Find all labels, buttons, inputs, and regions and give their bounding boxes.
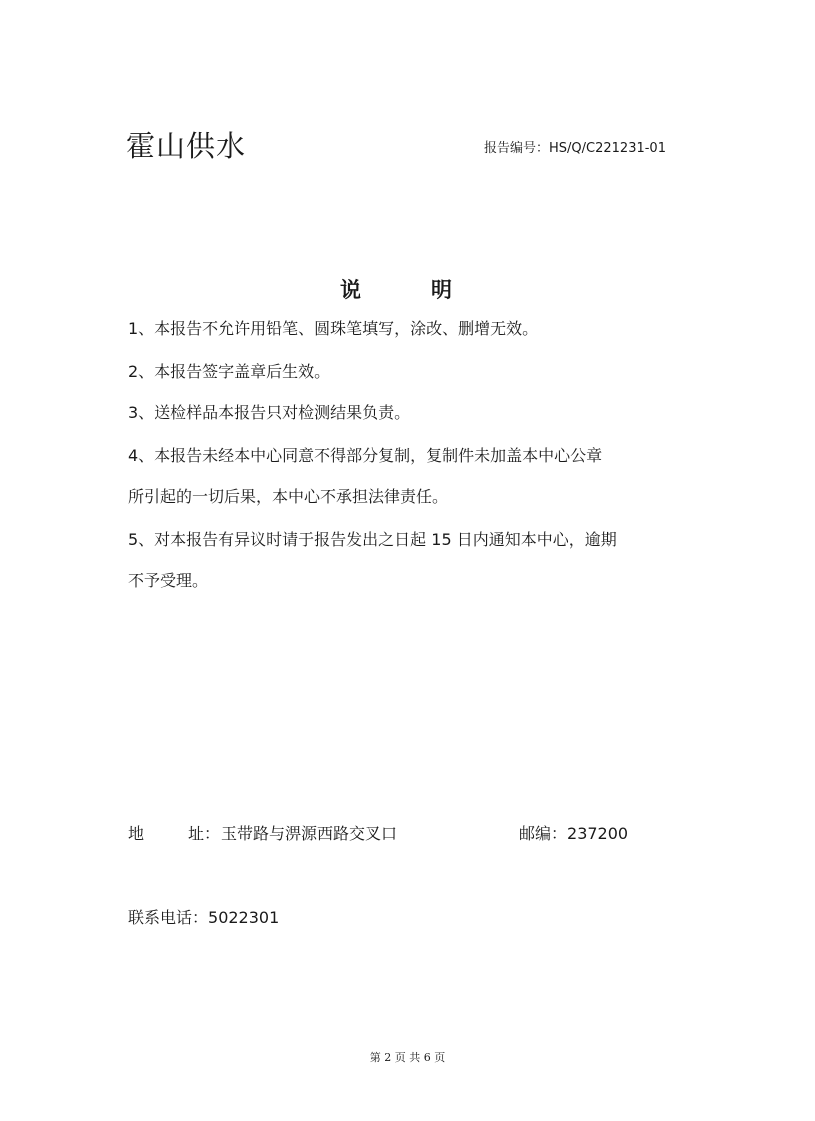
address-label	[128, 821, 220, 844]
section-title-char-2: 明	[431, 278, 452, 302]
address-value: 玉带路与淠源西路交叉口	[221, 824, 398, 843]
note-item-4-continued: 所引起的一切后果，本中心不承担法律责任。	[128, 487, 449, 506]
note-item-5-continued: 不予受理。	[128, 571, 209, 590]
note-item-5: 5、对本报告有异议时请于报告发出之日起 15 日内通知本中心，逾期	[128, 530, 617, 549]
note-item-4: 4、本报告未经本中心同意不得部分复制，复制件未加盖本中心公章	[128, 446, 603, 465]
company-name: 霍山供水	[126, 129, 247, 163]
note-item-2: 2、本报告签字盖章后生效。	[128, 362, 331, 381]
address-label-char-1: 地	[128, 824, 145, 843]
postcode-value: 237200	[567, 824, 629, 843]
postcode	[519, 821, 628, 844]
section-title	[340, 274, 452, 304]
section-title-char-1: 说	[340, 278, 361, 302]
note-item-1: 1、本报告不允许用铅笔、圆珠笔填写，涂改、删增无效。	[128, 319, 539, 338]
postcode-label: 邮编：	[519, 824, 568, 843]
report-number-label: 报告编号：	[484, 141, 550, 156]
page-number: 第 2 页 共 6 页	[369, 1051, 446, 1064]
phone	[128, 905, 279, 928]
phone-label: 联系电话：	[128, 908, 209, 927]
note-item-3: 3、送检样品本报告只对检测结果负责。	[128, 403, 411, 422]
report-number	[484, 137, 666, 156]
report-number-value: HS/Q/C221231-01	[549, 141, 666, 156]
address-label-char-2: 址：	[188, 824, 221, 843]
phone-value: 5022301	[208, 908, 280, 927]
